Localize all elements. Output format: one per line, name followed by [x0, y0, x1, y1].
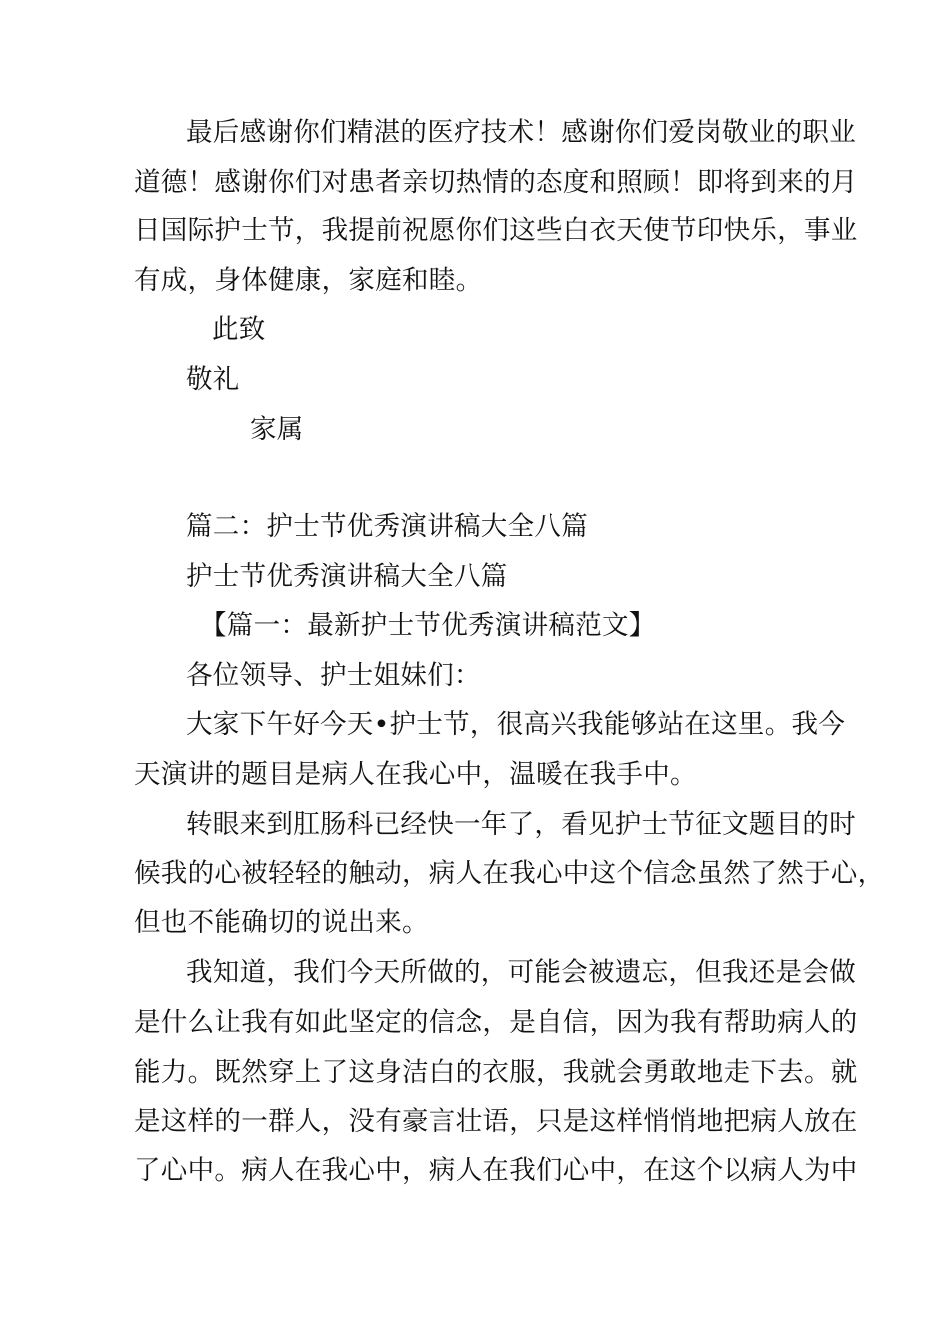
- signature: 家属: [250, 414, 304, 445]
- paragraph-line: 但也不能确切的说出来。: [134, 907, 429, 938]
- section-heading: 篇二：护士节优秀演讲稿大全八篇: [186, 511, 588, 542]
- subsection-title: 【篇一：最新护士节优秀演讲稿范文】: [200, 610, 656, 641]
- paragraph-line: 最后感谢你们精湛的医疗技术！感谢你们爱岗敬业的职业: [186, 117, 856, 148]
- paragraph-line: 道德！感谢你们对患者亲切热情的态度和照顾！即将到来的月: [134, 167, 858, 198]
- paragraph-line: 天演讲的题目是病人在我心中，温暖在我手中。: [134, 759, 697, 790]
- paragraph-line: 能力。既然穿上了这身洁白的衣服，我就会勇敢地走下去。就: [134, 1057, 858, 1088]
- paragraph-line: 是这样的一群人，没有豪言壮语，只是这样悄悄地把病人放在: [134, 1106, 858, 1137]
- paragraph-line: 候我的心被轻轻的触动，病人在我心中这个信念虽然了然于心，: [134, 858, 885, 889]
- closing-salutation: 此致: [212, 314, 266, 345]
- paragraph-line: 转眼来到肛肠科已经快一年了，看见护士节征文题目的时: [186, 809, 856, 840]
- greeting: 各位领导、护士姐妹们：: [186, 660, 481, 691]
- closing-regards: 敬礼: [186, 364, 240, 395]
- paragraph-line: 有成，身体健康，家庭和睦。: [134, 265, 483, 296]
- paragraph-line: 是什么让我有如此坚定的信念，是自信，因为我有帮助病人的: [134, 1007, 858, 1038]
- paragraph-line: 了心中。病人在我心中，病人在我们心中，在这个以病人为中: [134, 1155, 858, 1186]
- paragraph-line: 我知道，我们今天所做的，可能会被遗忘，但我还是会做: [186, 957, 856, 988]
- paragraph-line: 大家下午好今天•护士节，很高兴我能够站在这里。我今: [186, 709, 846, 740]
- section-title: 护士节优秀演讲稿大全八篇: [186, 561, 508, 592]
- paragraph-line: 日国际护士节，我提前祝愿你们这些白衣天使节印快乐，事业: [134, 215, 858, 246]
